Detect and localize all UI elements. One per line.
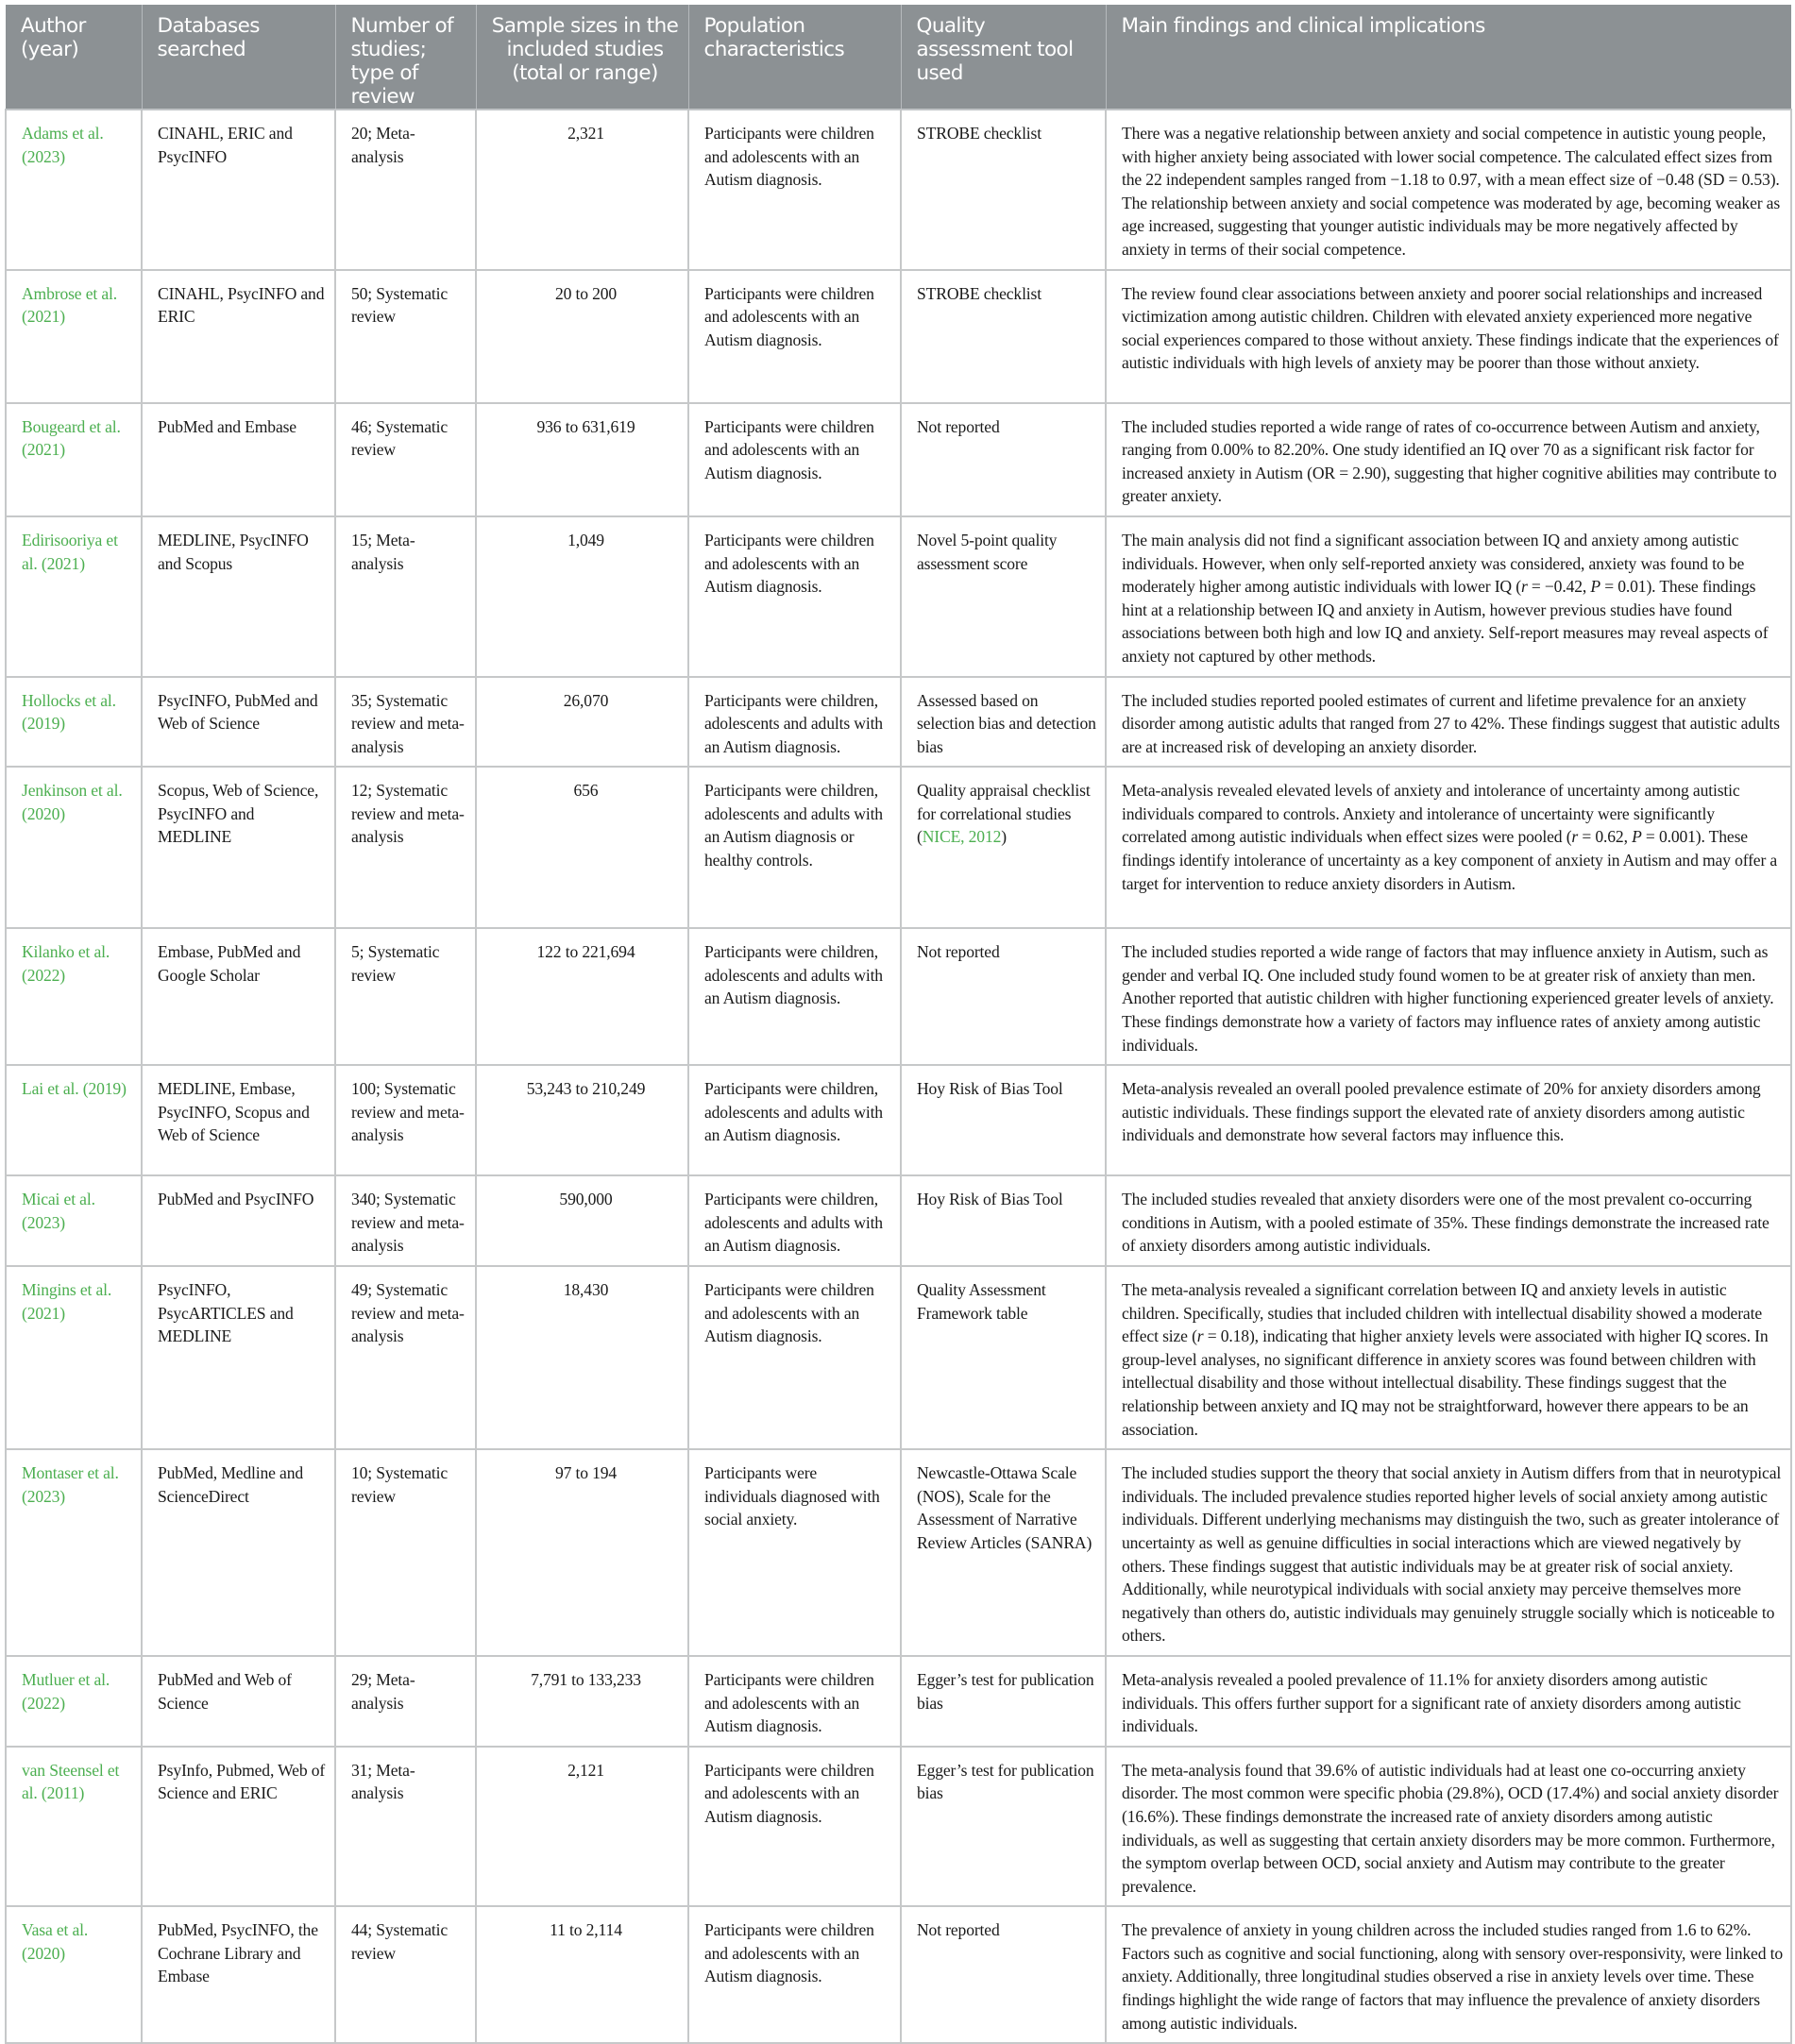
cell-population: Participants were children and adolescents with an Autism diagnosis. (688, 1266, 901, 1449)
table-row (6, 1065, 1791, 1175)
header-sample-sizes: Sample sizes in the included studies (total or range) (476, 5, 688, 110)
cell-author (6, 677, 142, 768)
quality-tool-text: Newcastle-Ottawa Scale (NOS), Scale for the Assessment of Narrative Review Articles (SANRA) (917, 1463, 1092, 1552)
cell-author (6, 1175, 142, 1266)
cell-findings: The included studies revealed that anxiety disorders were one of the most prevalent co-occurring conditions in Autism, with a pooled estimate of 35%. These findings demonstrate the increased rate of anxiety disorders among autistic individuals. (1106, 1175, 1791, 1266)
cell-findings: Meta-analysis revealed a pooled prevalence of 11.1% for anxiety disorders among autistic individuals. This offers further support for a significant rate of anxiety disorders among autistic individuals. (1106, 1656, 1791, 1747)
cell-findings: The review found clear associations between anxiety and poorer social relationships and increased victimization among autistic children. Children with elevated anxiety experienced more negative social experiences compared to those without anxiety. These findings indicate that the experiences of autistic individuals with high levels of anxiety may be poorer than those without anxiety. (1106, 270, 1791, 403)
author-citation-link[interactable]: Vasa et al. (2020) (22, 1920, 89, 1963)
cell-population: Participants were children and adolescents with an Autism diagnosis. (688, 1906, 901, 2043)
cell-author (6, 1656, 142, 1747)
cell-databases: PubMed and Embase (142, 403, 335, 516)
table-row (6, 767, 1791, 928)
cell-studies: 340; Systematic review and meta-analysis (335, 1175, 476, 1266)
header-number-of-studies: Number of studies; type of review (335, 5, 476, 110)
cell-author (6, 1266, 142, 1449)
table-row (6, 1656, 1791, 1747)
cell-databases: Embase, PubMed and Google Scholar (142, 928, 335, 1065)
cell-population: Participants were children and adolescents with an Autism diagnosis. (688, 1656, 901, 1747)
cell-sample-size: 590,000 (476, 1175, 688, 1266)
cell-quality-tool (901, 767, 1106, 928)
cell-sample-size: 26,070 (476, 677, 688, 768)
cell-author (6, 110, 142, 270)
header-databases-searched: Databases searched (142, 5, 335, 110)
cell-population: Participants were individuals diagnosed with social anxiety. (688, 1449, 901, 1656)
cell-author (6, 1747, 142, 1907)
cell-studies: 29; Meta-analysis (335, 1656, 476, 1747)
author-citation-link[interactable]: van Steensel et al. (2011) (22, 1760, 120, 1803)
cell-author (6, 1449, 142, 1656)
cell-findings: There was a negative relationship between anxiety and social competence in autistic young people, with higher anxiety being associated with lower social competence. The calculated effect sizes from the 22 independent samples ranged from −1.18 to 0.97, with a mean effect size of −0.48 (SD = 0.53). The relationship between anxiety and social competence was moderated by age, becoming weaker as age increased, suggesting that younger autistic individuals may be more negatively affected by anxiety in terms of their social competence. (1106, 110, 1791, 270)
cell-quality-tool (901, 1449, 1106, 1656)
cell-databases: PsycINFO, PubMed and Web of Science (142, 677, 335, 768)
cell-studies: 44; Systematic review (335, 1906, 476, 2043)
cell-findings: The meta-analysis revealed a significant correlation between IQ and anxiety levels in autistic children. Specifically, studies that included children with intellectual disability showed a moderate effect size (r = 0.18), indicating that higher anxiety levels were associated with higher IQ scores. In group-level analyses, no significant difference in anxiety scores was found between children with intellectual disability and those without intellectual disability. These findings suggest that the relationship between anxiety and IQ may not be straightforward, however there appears to be an association. (1106, 1266, 1791, 1449)
cell-sample-size: 97 to 194 (476, 1449, 688, 1656)
cell-databases: MEDLINE, Embase, PsycINFO, Scopus and Web of Science (142, 1065, 335, 1175)
cell-quality-tool (901, 1656, 1106, 1747)
header-author-year: Author (year) (6, 5, 142, 110)
cell-sample-size: 7,791 to 133,233 (476, 1656, 688, 1747)
cell-population: Participants were children, adolescents and adults with an Autism diagnosis. (688, 1065, 901, 1175)
author-citation-link[interactable]: Mingins et al. (2021) (22, 1280, 112, 1323)
quality-tool-text: Assessed based on selection bias and detection bias (917, 690, 1096, 756)
table-row (6, 1906, 1791, 2043)
cell-studies: 5; Systematic review (335, 928, 476, 1065)
cell-quality-tool (901, 928, 1106, 1065)
author-citation-link[interactable]: Adams et al. (2023) (22, 124, 104, 166)
cell-studies: 20; Meta-analysis (335, 110, 476, 270)
cell-studies: 50; Systematic review (335, 270, 476, 403)
table-row (6, 1266, 1791, 1449)
author-citation-link[interactable]: Edirisooriya et al. (2021) (22, 530, 118, 573)
cell-sample-size: 20 to 200 (476, 270, 688, 403)
author-citation-link[interactable]: Micai et al. (2023) (22, 1190, 95, 1232)
cell-population: Participants were children and adolescents with an Autism diagnosis. (688, 1747, 901, 1907)
header-population-characteristics: Population characteristics (688, 5, 901, 110)
cell-findings: The included studies reported pooled estimates of current and lifetime prevalence for an anxiety disorder among autistic adults that ranged from 27 to 42%. These findings suggest that autistic adults are at increased risk of developing an anxiety disorder. (1106, 677, 1791, 768)
table-row (6, 677, 1791, 768)
table-row (6, 1175, 1791, 1266)
table-row (6, 928, 1791, 1065)
cell-sample-size: 53,243 to 210,249 (476, 1065, 688, 1175)
cell-author (6, 1065, 142, 1175)
table-row (6, 516, 1791, 677)
review-summary-table (5, 5, 1792, 2044)
quality-citation-link[interactable]: NICE, 2012 (922, 827, 1002, 847)
cell-databases: PubMed and Web of Science (142, 1656, 335, 1747)
cell-population: Participants were children, adolescents and adults with an Autism diagnosis. (688, 928, 901, 1065)
quality-tool-text: Novel 5-point quality assessment score (917, 530, 1058, 573)
cell-studies: 46; Systematic review (335, 403, 476, 516)
quality-tool-text: Egger’s test for publication bias (917, 1760, 1094, 1803)
cell-population: Participants were children and adolescents with an Autism diagnosis. (688, 110, 901, 270)
quality-tool-text: Quality appraisal checklist for correlational studies (917, 781, 1091, 823)
author-citation-link[interactable]: Bougeard et al. (2021) (22, 416, 121, 460)
cell-databases: Scopus, Web of Science, PsycINFO and MEDLINE (142, 767, 335, 928)
cell-sample-size: 656 (476, 767, 688, 928)
table-row (6, 403, 1791, 516)
table-row (6, 1747, 1791, 1907)
quality-tool-text: Not reported (917, 1920, 1000, 1940)
cell-quality-tool (901, 270, 1106, 403)
author-citation-link[interactable]: Montaser et al. (2023) (22, 1463, 119, 1506)
cell-author (6, 516, 142, 677)
cell-quality-tool (901, 1175, 1106, 1266)
cell-sample-size: 11 to 2,114 (476, 1906, 688, 2043)
quality-tool-text: STROBE checklist (917, 124, 1041, 143)
quality-tool-text: Quality Assessment Framework table (917, 1280, 1046, 1323)
cell-sample-size: 2,121 (476, 1747, 688, 1907)
cell-quality-tool (901, 110, 1106, 270)
cell-quality-tool (901, 1906, 1106, 2043)
cell-sample-size: 2,321 (476, 110, 688, 270)
cell-quality-tool (901, 1747, 1106, 1907)
cell-author (6, 928, 142, 1065)
cell-author (6, 403, 142, 516)
cell-findings: Meta-analysis revealed elevated levels of anxiety and intolerance of uncertainty among autistic individuals compared to controls. Anxiety and intolerance of uncertainty were significantly correlated among autistic individuals when effect sizes were pooled (r = 0.62, P = 0.001). These findings identify intolerance of uncertainty as a key component of anxiety in Autism and may offer a target for intervention to reduce anxiety disorders in Autism. (1106, 767, 1791, 928)
cell-population: Participants were children, adolescents and adults with an Autism diagnosis. (688, 677, 901, 768)
cell-findings: The included studies support the theory that social anxiety in Autism differs from that in neurotypical individuals. The included prevalence studies reported higher levels of social anxiety among autistic individuals. Different underlying mechanisms may distinguish the two, such as greater intolerance of uncertainty as well as genuine difficulties in social interactions which are viewed negatively by others. These findings suggest that autistic individuals may be at greater risk of social anxiety. Additionally, while neurotypical individuals with social anxiety may perceive themselves more negatively than others do, autistic individuals may genuinely struggle socially which is noticeable to others. (1106, 1449, 1791, 1656)
cell-population: Participants were children, adolescents and adults with an Autism diagnosis or healthy controls. (688, 767, 901, 928)
quality-tool-text: Hoy Risk of Bias Tool (917, 1079, 1063, 1099)
cell-databases: PubMed, PsycINFO, the Cochrane Library and Embase (142, 1906, 335, 2043)
citation-open-paren: ( (917, 827, 923, 847)
cell-databases: CINAHL, ERIC and PsycINFO (142, 110, 335, 270)
cell-databases: PubMed and PsycINFO (142, 1175, 335, 1266)
cell-findings: The included studies reported a wide range of factors that may influence anxiety in Autism, such as gender and verbal IQ. One included study found women to be at greater risk of anxiety than men. Another reported that autistic children with higher functioning experienced greater levels of anxiety. These findings demonstrate how a variety of factors may influence rates of anxiety among autistic individuals. (1106, 928, 1791, 1065)
cell-findings: The main analysis did not find a significant association between IQ and anxiety among autistic individuals. However, when only self-reported anxiety was considered, anxiety was found to be moderately higher among autistic individuals with lower IQ (r = −0.42, P = 0.01). These findings hint at a relationship between IQ and anxiety in Autism, however previous studies have found associations between both high and low IQ and anxiety. Self-report measures may reveal aspects of anxiety not captured by other methods. (1106, 516, 1791, 677)
citation-close-paren: ) (1001, 827, 1007, 847)
quality-tool-text: Egger’s test for publication bias (917, 1669, 1094, 1713)
cell-databases: PubMed, Medline and ScienceDirect (142, 1449, 335, 1656)
cell-findings: The included studies reported a wide range of rates of co-occurrence between Autism and anxiety, ranging from 0.00% to 82.20%. One study identified an IQ over 70 as a significant risk factor for increased anxiety in Autism (OR = 2.90), suggesting that higher cognitive abilities may contribute to greater anxiety. (1106, 403, 1791, 516)
cell-studies: 49; Systematic review and meta-analysis (335, 1266, 476, 1449)
cell-population: Participants were children and adolescents with an Autism diagnosis. (688, 403, 901, 516)
quality-tool-text: Hoy Risk of Bias Tool (917, 1190, 1063, 1209)
cell-studies: 100; Systematic review and meta-analysis (335, 1065, 476, 1175)
header-row (6, 5, 1791, 110)
cell-databases: MEDLINE, PsycINFO and Scopus (142, 516, 335, 677)
table-row (6, 1449, 1791, 1656)
table-row (6, 110, 1791, 270)
cell-population: Participants were children, adolescents and adults with an Autism diagnosis. (688, 1175, 901, 1266)
cell-studies: 35; Systematic review and meta-analysis (335, 677, 476, 768)
cell-findings: Meta-analysis revealed an overall pooled prevalence estimate of 20% for anxiety disorders among autistic individuals. These findings support the elevated rate of anxiety disorders among autistic individuals and demonstrate how several factors may influence this. (1106, 1065, 1791, 1175)
cell-author (6, 270, 142, 403)
cell-population: Participants were children and adolescents with an Autism diagnosis. (688, 270, 901, 403)
cell-sample-size: 936 to 631,619 (476, 403, 688, 516)
cell-findings: The prevalence of anxiety in young children across the included studies ranged from 1.6 to 62%. Factors such as cognitive and social functioning, along with sensory over-responsivity, were linked to anxiety. Additionally, three longitudinal studies observed a rise in anxiety levels over time. These findings highlight the wide range of factors that may influence the prevalence of anxiety disorders among autistic individuals. (1106, 1906, 1791, 2043)
cell-databases: CINAHL, PsycINFO and ERIC (142, 270, 335, 403)
header-main-findings: Main findings and clinical implications (1106, 5, 1791, 110)
cell-findings: The meta-analysis found that 39.6% of autistic individuals had at least one co-occurring anxiety disorder. The most common were specific phobia (29.8%), OCD (17.4%) and social anxiety disorder (16.6%). These findings demonstrate the increased rate of anxiety disorders among autistic individuals, as well as suggesting that certain anxiety disorders may be more common. Furthermore, the symptom overlap between OCD, social anxiety and Autism may contribute to the greater prevalence. (1106, 1747, 1791, 1907)
author-citation-link[interactable]: Lai et al. (2019) (22, 1079, 127, 1099)
author-citation-link[interactable]: Jenkinson et al. (2020) (22, 781, 123, 823)
cell-sample-size: 122 to 221,694 (476, 928, 688, 1065)
cell-quality-tool (901, 677, 1106, 768)
cell-studies: 15; Meta-analysis (335, 516, 476, 677)
cell-studies: 31; Meta-analysis (335, 1747, 476, 1907)
quality-tool-text: STROBE checklist (917, 283, 1041, 303)
cell-quality-tool (901, 516, 1106, 677)
table-row (6, 270, 1791, 403)
cell-sample-size: 18,430 (476, 1266, 688, 1449)
cell-author (6, 1906, 142, 2043)
cell-author (6, 767, 142, 928)
cell-population: Participants were children and adolescents with an Autism diagnosis. (688, 516, 901, 677)
author-citation-link[interactable]: Mutluer et al. (2022) (22, 1669, 110, 1713)
cell-sample-size: 1,049 (476, 516, 688, 677)
cell-databases: PsycINFO, PsycARTICLES and MEDLINE (142, 1266, 335, 1449)
author-citation-link[interactable]: Hollocks et al. (2019) (22, 690, 116, 734)
author-citation-link[interactable]: Kilanko et al. (2022) (22, 942, 110, 985)
cell-quality-tool (901, 1065, 1106, 1175)
quality-tool-text: Not reported (917, 416, 1000, 436)
author-citation-link[interactable]: Ambrose et al. (2021) (22, 283, 117, 327)
cell-databases: PsyInfo, Pubmed, Web of Science and ERIC (142, 1747, 335, 1907)
quality-tool-text: Not reported (917, 942, 1000, 962)
cell-studies: 12; Systematic review and meta-analysis (335, 767, 476, 928)
header-quality-assessment-tool: Quality assessment tool used (901, 5, 1106, 110)
cell-quality-tool (901, 403, 1106, 516)
cell-quality-tool (901, 1266, 1106, 1449)
cell-studies: 10; Systematic review (335, 1449, 476, 1656)
